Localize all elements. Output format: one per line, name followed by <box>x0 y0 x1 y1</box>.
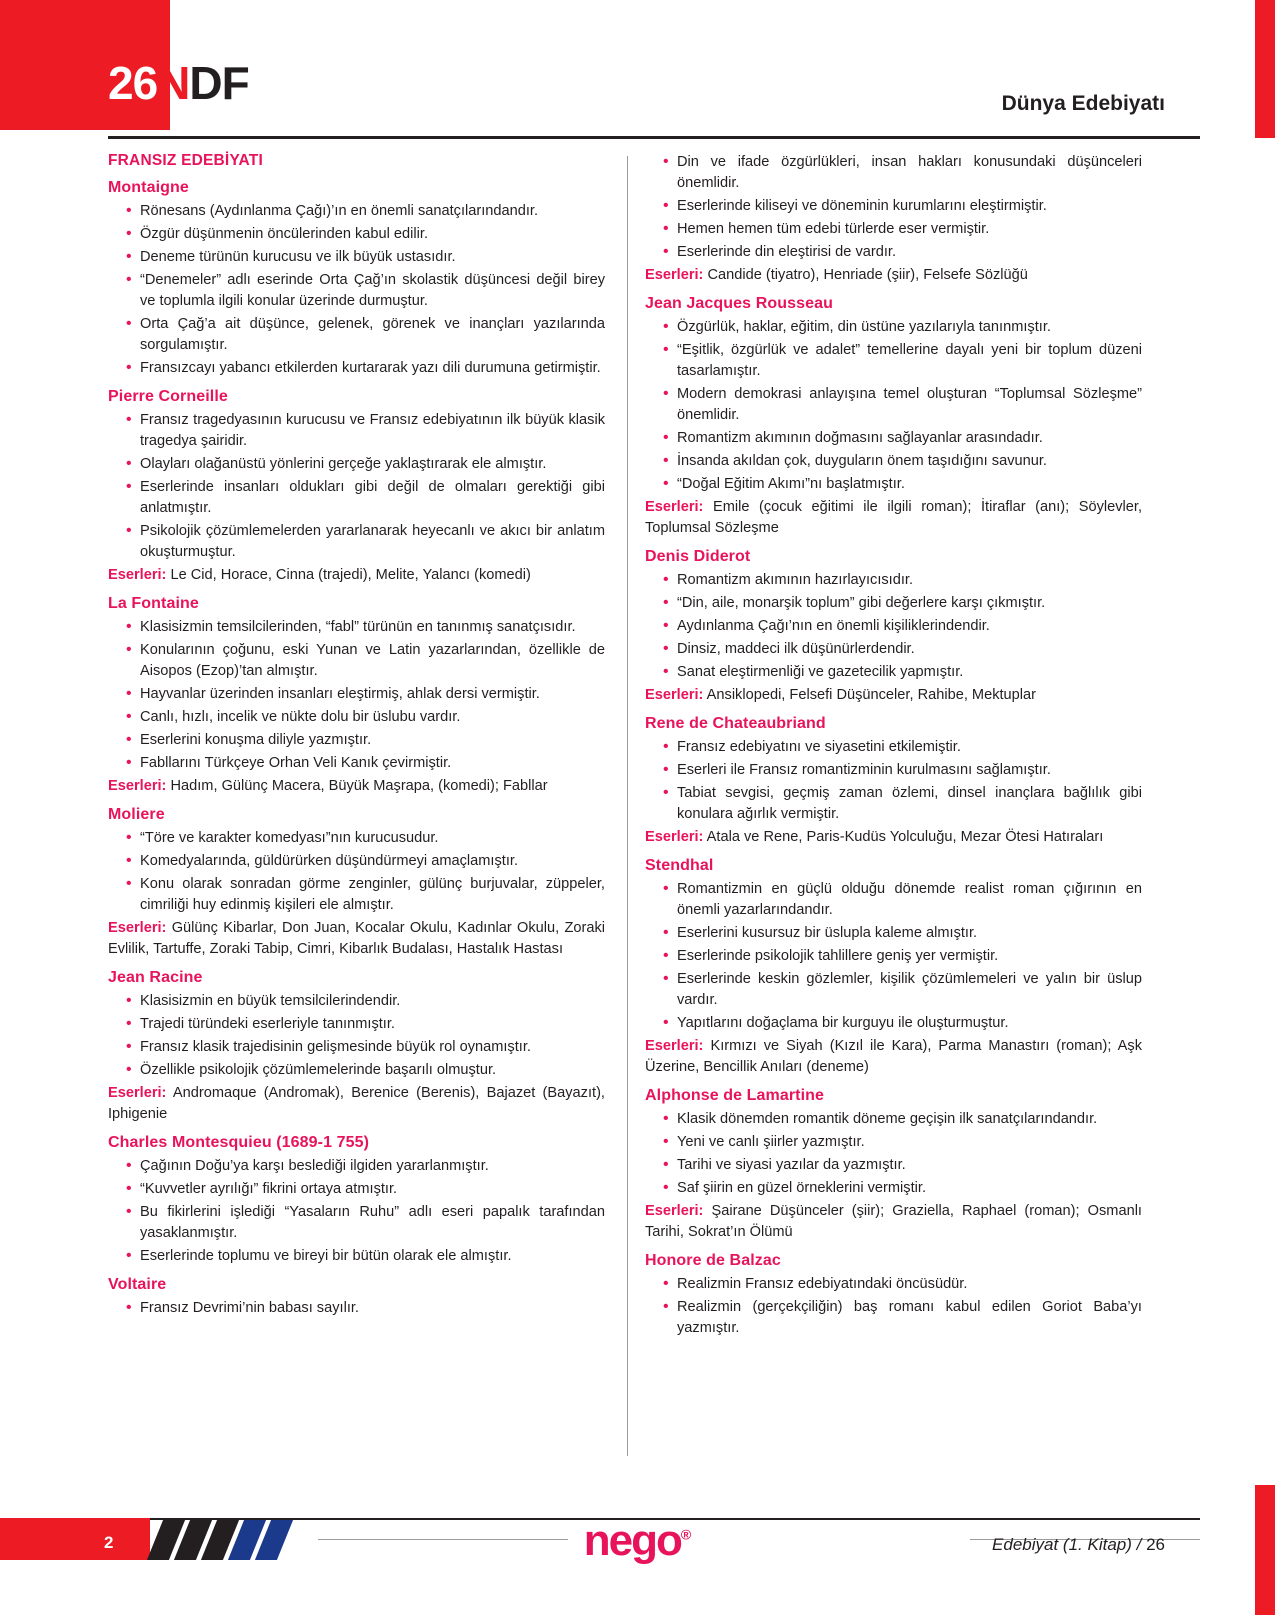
works-text: Şairane Düşünceler (şiir); Graziella, Raphael (roman); Osmanlı Tarihi, Sokrat’ın Ölümü <box>645 1203 1142 1240</box>
works-label: Eserleri: <box>108 778 167 794</box>
left-column <box>108 152 605 1462</box>
list-item: • “Eşitlik, özgürlük ve adalet” temellerine dayalı yeni bir toplum düzeni tasarlamıştır. <box>663 340 1142 382</box>
author-heading-alphonse-de-lamartine: Alphonse de Lamartine <box>645 1087 825 1104</box>
column-divider <box>627 156 628 1456</box>
works-text: Ansiklopedi, Felsefi Düşünceler, Rahibe, Mektuplar <box>703 687 1037 703</box>
footer-page-number: 2 <box>104 1533 114 1552</box>
list-item: • Çağının Doğu’ya karşı beslediği ilgiden yararlanmıştır. <box>126 1156 605 1177</box>
author-heading-moliere: Moliere <box>108 806 165 823</box>
footer-book-title: Edebiyat (1. Kitap) / <box>992 1535 1142 1554</box>
section-title: FRANSIZ EDEBİYATI <box>108 152 263 169</box>
list-item: • Özgürlük, haklar, eğitim, din üstüne yazılarıyla tanınmıştır. <box>663 317 1142 338</box>
footer-book-info <box>992 1535 1165 1555</box>
bullet-list-la-fontaine <box>108 617 605 774</box>
author-heading-rene-de-chateaubriand: Rene de Chateaubriand <box>645 715 826 732</box>
list-item: • Saf şiirin en güzel örneklerini vermiştir. <box>663 1178 1142 1199</box>
works-text: Emile (çocuk eğitimi ile ilgili roman); İtiraflar (anı); Söylevler, Toplumsal Sözleşme <box>645 499 1142 536</box>
author-heading-jean-racine: Jean Racine <box>108 969 203 986</box>
works-jean-jacques-rousseau <box>645 497 1142 539</box>
bullet-list-jean-racine <box>108 991 605 1081</box>
list-item: • “Denemeler” adlı eserinde Orta Çağ’ın skolastik düşüncesi değil birey ve toplumla ilgili konular üzerinde durmuştur. <box>126 270 605 312</box>
works-text: Kırmızı ve Siyah (Kızıl ile Kara), Parma Manastırı (roman); Aşk Üzerine, Bencillik Anıları (deneme) <box>645 1038 1142 1075</box>
works-voltaire <box>645 265 1142 286</box>
works-label: Eserleri: <box>108 567 167 583</box>
bullet-list-charles-montesquieu <box>108 1156 605 1267</box>
list-item: • Realizmin (gerçekçiliğin) baş romanı kabul edilen Goriot Baba’yı yazmıştır. <box>663 1297 1142 1339</box>
works-text: Andromaque (Andromak), Berenice (Berenis), Bajazet (Bayazıt), Iphigenie <box>108 1085 605 1122</box>
page-title: Dünya Edebiyatı <box>1001 92 1165 115</box>
list-item: • Eserlerinde toplumu ve bireyi bir bütün olarak ele almıştır. <box>126 1246 605 1267</box>
corner-accent-bottom-right <box>1255 1485 1275 1615</box>
list-item: • “Doğal Eğitim Akımı”nı başlatmıştır. <box>663 474 1142 495</box>
bullet-list-alphonse-de-lamartine <box>645 1109 1142 1199</box>
list-item: • Hemen hemen tüm edebi türlerde eser vermiştir. <box>663 219 1142 240</box>
list-item: • Hayvanlar üzerinden insanları eleştirmiş, ahlak dersi vermiştir. <box>126 684 605 705</box>
list-item: • Konularının çoğunu, eski Yunan ve Latin yazarlarından, özellikle de Aisopos (Ezop)’tan almıştır. <box>126 640 605 682</box>
right-column <box>645 152 1142 1462</box>
footer-stripe-decoration <box>155 1520 310 1560</box>
author-heading-denis-diderot: Denis Diderot <box>645 548 751 565</box>
list-item: • Olayları olağanüstü yönlerini gerçeğe yaklaştırarak ele almıştır. <box>126 454 605 475</box>
works-text: Hadım, Gülünç Macera, Büyük Maşrapa, (komedi); Fabllar <box>166 778 548 794</box>
list-item: • Modern demokrasi anlayışına temel oluşturan “Toplumsal Sözleşme” önemlidir. <box>663 384 1142 426</box>
unit-number: 26 <box>108 57 158 109</box>
works-label: Eserleri: <box>645 1038 704 1054</box>
works-pierre-corneille <box>108 565 605 586</box>
page-content <box>108 152 1160 1462</box>
list-item: • Realizmin Fransız edebiyatındaki öncüsüdür. <box>663 1274 1142 1295</box>
bullet-list-stendhal <box>645 879 1142 1034</box>
works-text: Gülünç Kibarlar, Don Juan, Kocalar Okulu, Kadınlar Okulu, Zoraki Evlilik, Tartuffe, Zoraki Tabip, Cimri, Kibarlık Budalası, Hastalık Hastası <box>108 920 605 957</box>
list-item: • Eserlerinde din eleştirisi de vardır. <box>663 242 1142 263</box>
brand-logo <box>583 1516 692 1565</box>
works-label: Eserleri: <box>645 267 704 283</box>
list-item: • Klasisizmin temsilcilerinden, “fabl” türünün en tanınmış sanatçısıdır. <box>126 617 605 638</box>
list-item: • Canlı, hızlı, incelik ve nükte dolu bir üslubu vardır. <box>126 707 605 728</box>
list-item: • Eserlerinde kiliseyi ve döneminin kurumlarını eleştirmiştir. <box>663 196 1142 217</box>
list-item: • Dinsiz, maddeci ilk düşünürlerdendir. <box>663 639 1142 660</box>
author-heading-la-fontaine: La Fontaine <box>108 595 199 612</box>
list-item: • “Töre ve karakter komedyası”nın kurucusudur. <box>126 828 605 849</box>
list-item: • Din ve ifade özgürlükleri, insan hakları konusundaki düşünceleri önemlidir. <box>663 152 1142 194</box>
works-label: Eserleri: <box>108 920 167 936</box>
author-heading-honore-de-balzac: Honore de Balzac <box>645 1252 781 1269</box>
bullet-list-rene-de-chateaubriand <box>645 737 1142 825</box>
list-item: • Tabiat sevgisi, geçmiş zaman özlemi, dinsel inançlara bağlılık gibi konulara ağırlık vermiştir. <box>663 783 1142 825</box>
bullet-list-denis-diderot <box>645 570 1142 683</box>
list-item: • Fransız tragedyasının kurucusu ve Fransız edebiyatının ilk büyük klasik tragedya şairidir. <box>126 410 605 452</box>
list-item: • Fransız klasik trajedisinin gelişmesinde büyük rol oynamıştır. <box>126 1037 605 1058</box>
works-label: Eserleri: <box>108 1085 167 1101</box>
list-item: • Yapıtlarını doğaçlama bir kurguyu ile oluşturmuştur. <box>663 1013 1142 1034</box>
header-divider <box>108 136 1200 139</box>
works-stendhal <box>645 1036 1142 1078</box>
list-item: • Aydınlanma Çağı’nın en önemli kişiliklerindendir. <box>663 616 1142 637</box>
bullet-list-montaigne <box>108 201 605 379</box>
logo-text: NDF <box>157 57 249 109</box>
list-item: • Trajedi türündeki eserleriyle tanınmıştır. <box>126 1014 605 1035</box>
author-heading-jean-jacques-rousseau: Jean Jacques Rousseau <box>645 295 833 312</box>
registered-mark-icon: ® <box>680 1526 692 1543</box>
brand-text: nego <box>583 1516 681 1565</box>
bullet-list-jean-jacques-rousseau <box>645 317 1142 495</box>
list-item: • “Kuvvetler ayrılığı” fikrini ortaya atmıştır. <box>126 1179 605 1200</box>
list-item: • Bu fikirlerini işlediği “Yasaların Ruhu” adlı eseri papalık tarafından yasaklanmıştır. <box>126 1202 605 1244</box>
works-label: Eserleri: <box>645 829 704 845</box>
author-heading-montaigne: Montaigne <box>108 179 189 196</box>
author-heading-pierre-corneille: Pierre Corneille <box>108 388 228 405</box>
works-label: Eserleri: <box>645 499 704 515</box>
list-item: • Klasisizmin en büyük temsilcilerindendir. <box>126 991 605 1012</box>
author-heading-voltaire: Voltaire <box>108 1276 167 1293</box>
corner-accent-top-right <box>1255 0 1275 138</box>
list-item: • Romantizmin en güçlü olduğu dönemde realist roman çığırının en önemli yazarlarındandır. <box>663 879 1142 921</box>
page-header <box>0 0 1275 138</box>
footer-hairline-left <box>318 1539 568 1540</box>
footer-page-badge <box>0 1518 150 1560</box>
list-item: • Rönesans (Aydınlanma Çağı)’ın en önemli sanatçılarındandır. <box>126 201 605 222</box>
author-heading-stendhal: Stendhal <box>645 857 714 874</box>
list-item: • Fransız Devrimi’nin babası sayılır. <box>126 1298 605 1319</box>
bullet-list-honore-de-balzac <box>645 1274 1142 1339</box>
list-item: • Yeni ve canlı şiirler yazmıştır. <box>663 1132 1142 1153</box>
works-text: Atala ve Rene, Paris-Kudüs Yolculuğu, Mezar Ötesi Hatıraları <box>703 829 1104 845</box>
bullet-list-moliere <box>108 828 605 916</box>
bullet-list-pierre-corneille <box>108 410 605 563</box>
list-item: • Eserleri ile Fransız romantizminin kurulmasını sağlamıştır. <box>663 760 1142 781</box>
works-alphonse-de-lamartine <box>645 1201 1142 1243</box>
list-item: • Fransızcayı yabancı etkilerden kurtararak yazı dili durumuna getirmiştir. <box>126 358 605 379</box>
bullet-list-voltaire-continued <box>645 152 1142 263</box>
list-item: • “Din, aile, monarşik toplum” gibi değerlere karşı çıkmıştır. <box>663 593 1142 614</box>
list-item: • Tarihi ve siyasi yazılar da yazmıştır. <box>663 1155 1142 1176</box>
author-heading-charles-montesquieu: Charles Montesquieu (1689-1 755) <box>108 1134 370 1151</box>
list-item: • Orta Çağ’a ait düşünce, gelenek, görenek ve inançları yazılarında sorgulamıştır. <box>126 314 605 356</box>
list-item: • Eserlerini konuşma diliyle yazmıştır. <box>126 730 605 751</box>
list-item: • Eserlerinde keskin gözlemler, kişilik çözümlemeleri ve yalın bir üslup vardır. <box>663 969 1142 1011</box>
list-item: • Klasik dönemden romantik döneme geçişin ilk sanatçılarındandır. <box>663 1109 1142 1130</box>
unit-logo <box>108 57 249 109</box>
list-item: • Psikolojik çözümlemelerden yararlanarak heyecanlı ve akıcı bir anlatım okuşturmuştur. <box>126 521 605 563</box>
list-item: • Deneme türünün kurucusu ve ilk büyük ustasıdır. <box>126 247 605 268</box>
list-item: • Eserlerinde insanları oldukları gibi değil de olmaları gerektiği gibi anlatmıştır. <box>126 477 605 519</box>
list-item: • Sanat eleştirmenliği ve gazetecilik yapmıştır. <box>663 662 1142 683</box>
list-item: • Eserlerini kusursuz bir üslupla kaleme almıştır. <box>663 923 1142 944</box>
list-item: • Özellikle psikolojik çözümlemelerinde başarılı olmuştur. <box>126 1060 605 1081</box>
list-item: • Eserlerinde psikolojik tahlillere geniş yer vermiştir. <box>663 946 1142 967</box>
list-item: • Fabllarını Türkçeye Orhan Veli Kanık çevirmiştir. <box>126 753 605 774</box>
works-text: Le Cid, Horace, Cinna (trajedi), Melite, Yalancı (komedi) <box>166 567 531 583</box>
page-footer <box>0 1485 1275 1615</box>
works-label: Eserleri: <box>645 1203 704 1219</box>
list-item: • Konu olarak sonradan görme zenginler, gülünç burjuvalar, züppeler, cimriliği huy edinmiş kişileri ele almıştır. <box>126 874 605 916</box>
works-la-fontaine <box>108 776 605 797</box>
list-item: • Fransız edebiyatını ve siyasetini etkilemiştir. <box>663 737 1142 758</box>
bullet-list-voltaire <box>108 1298 605 1319</box>
footer-book-page: 26 <box>1146 1535 1165 1554</box>
list-item: • Romantizm akımının doğmasını sağlayanlar arasındadır. <box>663 428 1142 449</box>
works-text: Candide (tiyatro), Henriade (şiir), Felsefe Sözlüğü <box>703 267 1028 283</box>
list-item: • Romantizm akımının hazırlayıcısıdır. <box>663 570 1142 591</box>
works-rene-de-chateaubriand <box>645 827 1142 848</box>
works-denis-diderot <box>645 685 1142 706</box>
works-label: Eserleri: <box>645 687 704 703</box>
list-item: • Özgür düşünmenin öncülerinden kabul edilir. <box>126 224 605 245</box>
works-moliere <box>108 918 605 960</box>
list-item: • Komedyalarında, güldürürken düşündürmeyi amaçlamıştır. <box>126 851 605 872</box>
list-item: • İnsanda akıldan çok, duyguların önem taşıdığını savunur. <box>663 451 1142 472</box>
works-jean-racine <box>108 1083 605 1125</box>
